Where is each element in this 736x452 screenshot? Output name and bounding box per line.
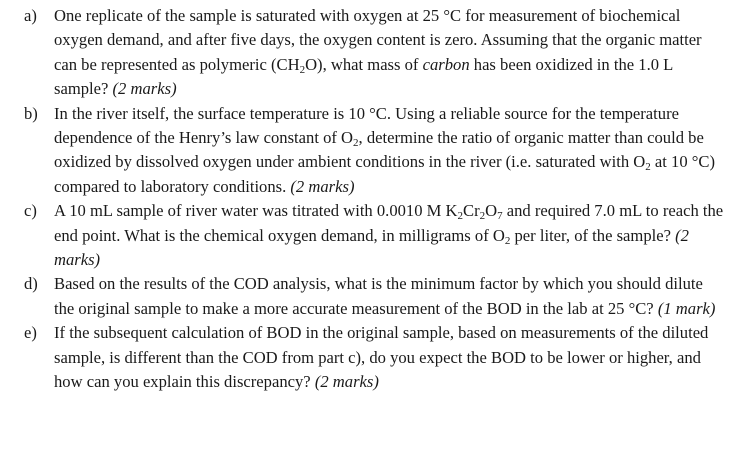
question-item-b	[24, 102, 724, 200]
question-page	[24, 4, 724, 395]
question-text: If the subsequent calculation of BOD in the original sample, based on measurements of the diluted sample, is different than the COD from part c), do you expect the BOD to be lower or higher, and how can you explain this discrepancy? (2 marks)	[54, 323, 709, 392]
question-item-e	[24, 321, 724, 394]
question-label: c)	[24, 201, 37, 221]
question-label: a)	[24, 6, 37, 25]
question-item-c	[24, 199, 724, 272]
question-list	[24, 4, 724, 395]
question-text: Based on the results of the COD analysis, what is the minimum factor by which you should dilute the original sample to make a more accurate measurement of the BOD in the lab at 25 °C? (1 mark)	[54, 274, 716, 318]
question-item-d	[24, 272, 724, 321]
marks-note: (2 marks)	[54, 225, 689, 270]
question-label: b)	[24, 103, 38, 123]
question-label: e)	[24, 323, 37, 343]
question-text: One replicate of the sample is saturated with oxygen at 25 °C for measurement of biochemical oxygen demand, and after five days, the oxygen content is zero. Assuming that the organic matter can be represented as polymeric $(CH_2O)$, what mass of carbon has been oxidized in the 1.0 L sample? (2 marks)	[54, 6, 702, 99]
question-label: d)	[24, 274, 38, 294]
question-text: A 10 mL sample of river water was titrated with 0.0010 M $K_2Cr_2O_7$ and required 7.0 mL to reach the end point. What is the chemical oxygen demand, in milligrams of $O_2$ per liter, of the sample? (2 marks)	[54, 201, 724, 270]
marks-note: (1 mark)	[657, 298, 716, 318]
marks-note: (2 marks)	[314, 372, 379, 392]
question-item-a	[24, 4, 724, 102]
marks-note: (2 marks)	[290, 176, 355, 196]
question-text: In the river itself, the surface temperature is 10 °C. Using a reliable source for the temperature dependence of the Henry’s law constant of $O_2$, determine the ratio of organic matter than could be oxidized by dissolved oxygen under ambient conditions in the river (i.e. saturated with $O_2$ at 10 °C) compared to laboratory conditions. (2 marks)	[54, 103, 715, 196]
marks-note: (2 marks)	[112, 79, 177, 99]
